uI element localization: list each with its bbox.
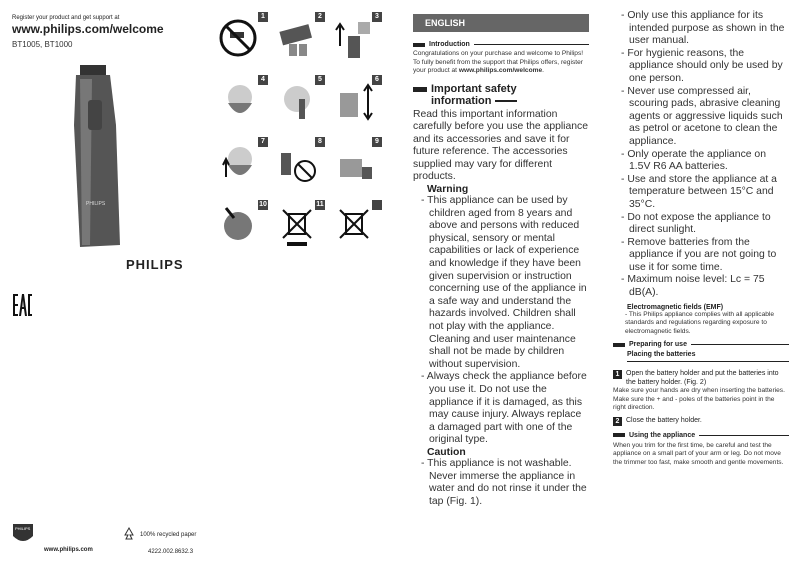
safety-paragraph: Read this important information carefully before you use the appliance and its accessories and save it for future reference. The accessories supplied may vary for different products. (413, 108, 589, 183)
figure-7: 7 (218, 137, 268, 187)
sideburn-trim-icon (218, 141, 262, 185)
caution-heading: Caution (427, 446, 466, 458)
figure-8: 8 (275, 137, 325, 187)
battery-insert-icon (275, 16, 319, 60)
warning-item: - Always check the appliance before you use it. Do not use the appliance if it is damaged, as this may cause injury. Always replace a damaged part with one of the original type. (421, 371, 587, 446)
intro-link[interactable]: www.philips.com/welcome (458, 67, 543, 74)
beard-trim-icon (275, 79, 319, 123)
placing-batteries-heading: Placing the batteries (627, 351, 789, 362)
welcome-url[interactable]: www.philips.com/welcome (12, 22, 164, 36)
safety-item: - Only use this appliance for its intended purpose as shown in the user manual. (621, 10, 785, 47)
recycled-paper-text: 100% recycled paper (140, 532, 197, 538)
language-banner: ENGLISH (413, 14, 589, 32)
comb-attach-icon (332, 16, 376, 60)
model-numbers: BT1005, BT1000 (12, 40, 73, 49)
intro-heading: Introduction (413, 41, 589, 48)
safety-heading: Important safety information (413, 83, 589, 107)
figure-3: 3 (332, 12, 382, 62)
warning-item: - This appliance can be used by children aged from 8 years and above and persons with reduced physical, sensory or mental capabilities or lack of experience and knowledge if they have been given supervision or instruction concerning use of the appliance in a safe way and understand the hazards involved. Children shall not play with the appliance. Cleaning and user maintenance shall not be made by children without supervision. (421, 195, 587, 370)
note-poles: Make sure the + and - poles of the batteries point in the right direction. (613, 395, 775, 412)
register-text: Register your product and get support at (12, 15, 120, 21)
step-1: 1 Open the battery holder and put the batteries into the battery holder. (Fig. 2) (613, 370, 789, 387)
english-column-1 (413, 14, 589, 508)
safety-item: - Only operate the appliance on 1.5V R6 AA batteries. (621, 148, 766, 173)
figure-11: 11 (275, 200, 325, 250)
preparing-heading: Preparing for use (613, 341, 789, 348)
no-water-icon (218, 18, 258, 58)
caution-item: - This appliance is not washable. Never immerse the appliance in water and do not rinse it under the tap (Fig. 1). (421, 457, 587, 507)
battery-bin-icon (332, 204, 376, 248)
safety-item: - Maximum noise level: Lc = 75 dB(A). (621, 274, 765, 299)
safety-item: - For hygienic reasons, the appliance should only be used by one person. (621, 47, 783, 84)
emf-text: - This Philips appliance complies with all applicable standards and regulations regarding exposure to electromagnetic fields. (625, 310, 775, 335)
emf-heading: Electromagnetic fields (EMF) (627, 303, 724, 311)
weee-bin-icon (275, 204, 319, 248)
philips-brand: PHILIPS (126, 257, 184, 272)
device-brand-label: PHILIPS (86, 201, 106, 207)
safety-item: - Do not expose the appliance to direct sunlight. (621, 211, 771, 236)
figure-1: 1 (218, 12, 268, 62)
figure-2: 2 (275, 12, 325, 62)
footer-url[interactable]: www.philips.com (44, 547, 93, 553)
figure-4: 4 (218, 75, 268, 125)
figure-9: 9 (332, 137, 382, 187)
safety-item: - Never use compressed air, scouring pads, abrasive cleaning agents or aggressive liquids such as petrol or acetone to clean the appliance. (621, 85, 783, 147)
step-2: 2 Close the battery holder. (613, 417, 789, 426)
svg-text:PHILIPS: PHILIPS (15, 526, 31, 531)
using-heading: Using the appliance (613, 432, 789, 439)
figure-5: 5 (275, 75, 325, 125)
intro-text: Congratulations on your purchase and welcome to Philips! To fully benefit from the support that Philips offers, register your product at www.philips.com/welcome. (413, 50, 584, 74)
safety-item: - Use and store the appliance at a temperature between 15°C and 35°C. (621, 173, 777, 210)
note-dry-hands: Make sure your hands are dry when inserting the batteries. (613, 387, 785, 395)
eac-mark-icon (12, 292, 34, 318)
philips-shield-icon (12, 520, 34, 546)
safety-item: - Remove batteries from the appliance if you are not going to use it for some time. (621, 236, 777, 273)
figure-6: 6 (332, 75, 382, 125)
warning-heading: Warning (427, 184, 469, 196)
trimmer-image (66, 65, 126, 250)
figure-12 (332, 200, 382, 250)
comb-adjust-icon (332, 79, 376, 123)
brush-clean-icon (332, 141, 376, 185)
recycle-icon (122, 527, 136, 541)
figure-10: 10 (218, 200, 268, 250)
face-trim-icon (218, 79, 262, 123)
english-column-2 (613, 10, 789, 467)
using-text: When you trim for the first time, be careful and test the appliance on a small part of your arm or leg. Do not move the trimmer too fast, make smooth and gentle movements. (613, 441, 784, 466)
cleaning-icon (275, 141, 319, 185)
document-code: 4222.002.8632.3 (148, 549, 194, 555)
neck-trim-icon (218, 204, 262, 248)
